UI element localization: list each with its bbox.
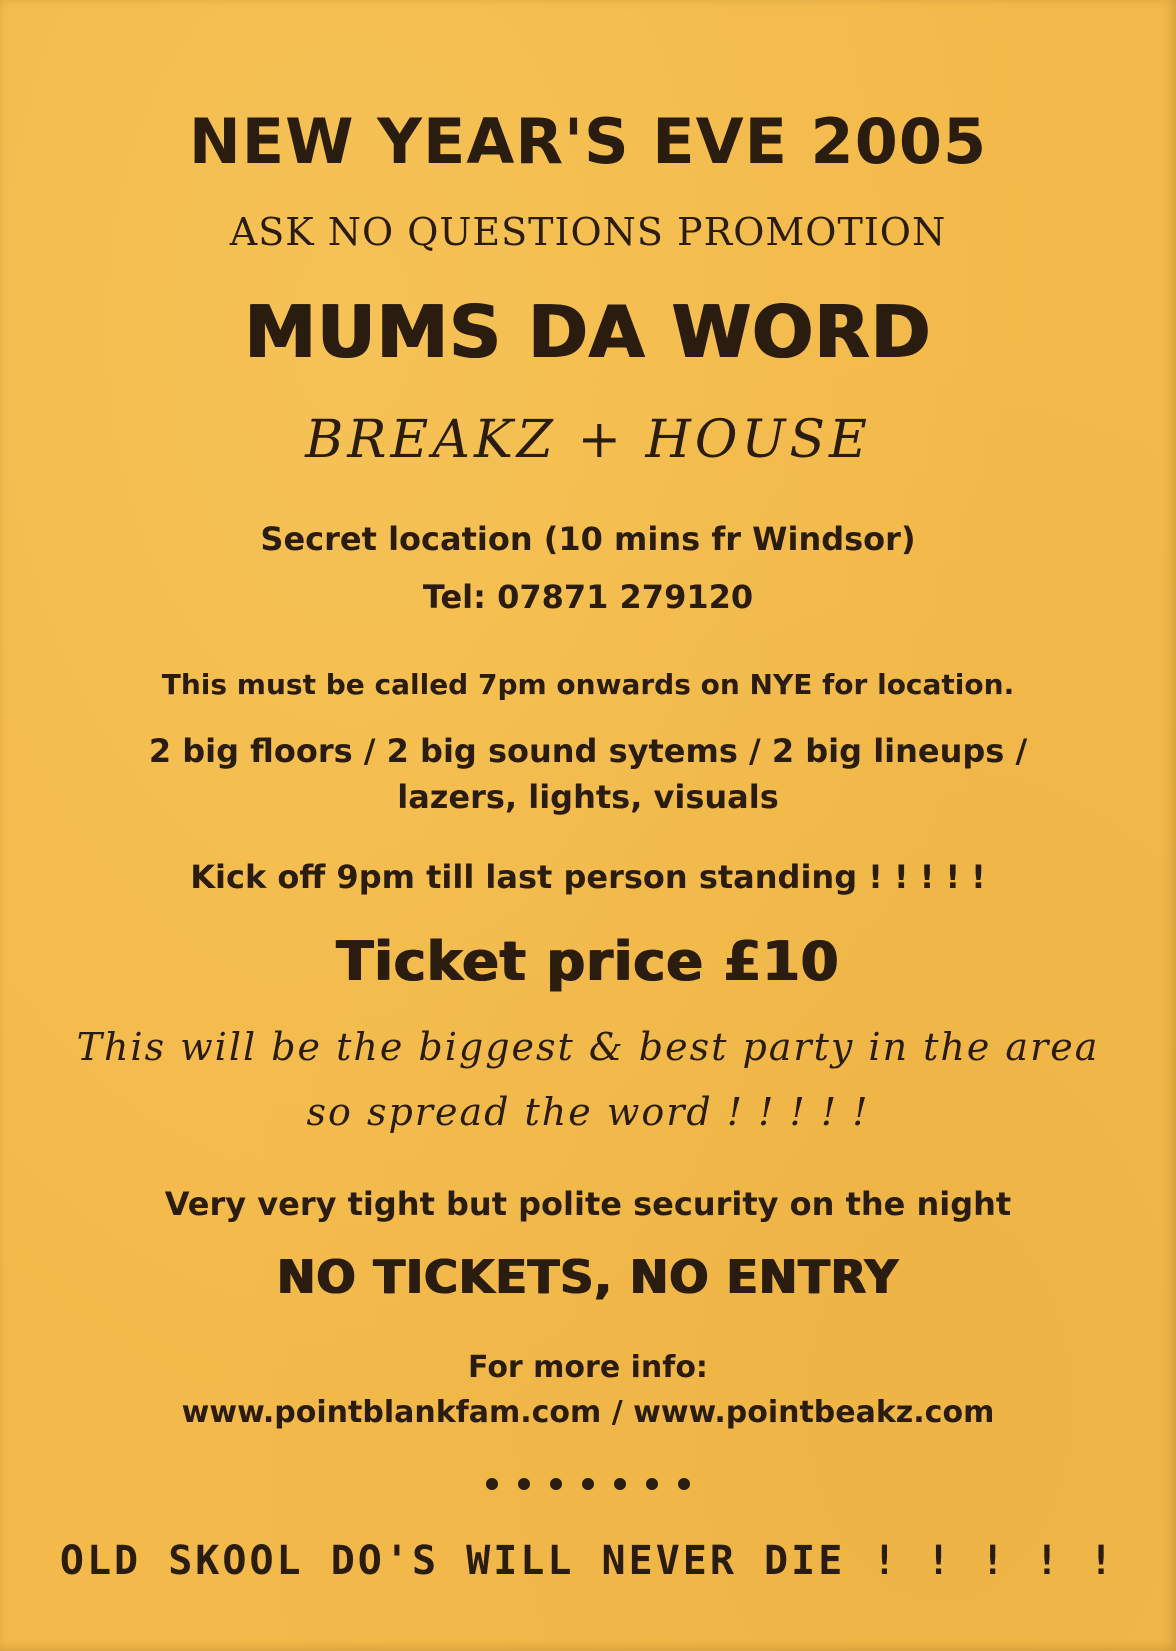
biggest-party-line-2: so spread the word ! ! ! ! ! bbox=[306, 1090, 870, 1134]
telephone-text: Tel: 07871 279120 bbox=[422, 578, 754, 616]
divider-dot bbox=[582, 1478, 594, 1490]
divider-dot bbox=[550, 1478, 562, 1490]
biggest-party-line-1: This will be the biggest & best party in the area bbox=[76, 1025, 1100, 1069]
divider-dot bbox=[614, 1478, 626, 1490]
floors-line-2: lazers, lights, visuals bbox=[397, 778, 779, 816]
no-entry-notice: NO TICKETS, NO ENTRY bbox=[276, 1250, 900, 1304]
event-name: MUMS DA WORD bbox=[244, 290, 932, 374]
location-text: Secret location (10 mins fr Windsor) bbox=[260, 520, 916, 558]
ticket-price: Ticket price £10 bbox=[336, 930, 840, 993]
dot-divider bbox=[0, 1478, 1176, 1490]
divider-dot bbox=[646, 1478, 658, 1490]
music-genre: BREAKZ + HOUSE bbox=[305, 410, 871, 470]
kick-off-text: Kick off 9pm till last person standing ! ! ! ! ! bbox=[190, 858, 986, 896]
footer-slogan: OLD SKOOL DO'S WILL NEVER DIE ! ! ! ! ! bbox=[59, 1538, 1117, 1584]
security-note: Very very tight but polite security on the night bbox=[164, 1185, 1012, 1223]
divider-dot bbox=[518, 1478, 530, 1490]
more-info-label: For more info: bbox=[468, 1350, 708, 1385]
divider-dot bbox=[678, 1478, 690, 1490]
divider-dot bbox=[486, 1478, 498, 1490]
flyer-title: NEW YEAR'S EVE 2005 bbox=[188, 105, 988, 178]
call-note: This must be called 7pm onwards on NYE for location. bbox=[161, 668, 1015, 701]
promotion-name: ASK NO QUESTIONS PROMOTION bbox=[229, 210, 947, 254]
floors-line-1: 2 big floors / 2 big sound sytems / 2 big lineups / bbox=[148, 732, 1028, 770]
website-links: www.pointblankfam.com / www.pointbeakz.com bbox=[181, 1395, 995, 1430]
